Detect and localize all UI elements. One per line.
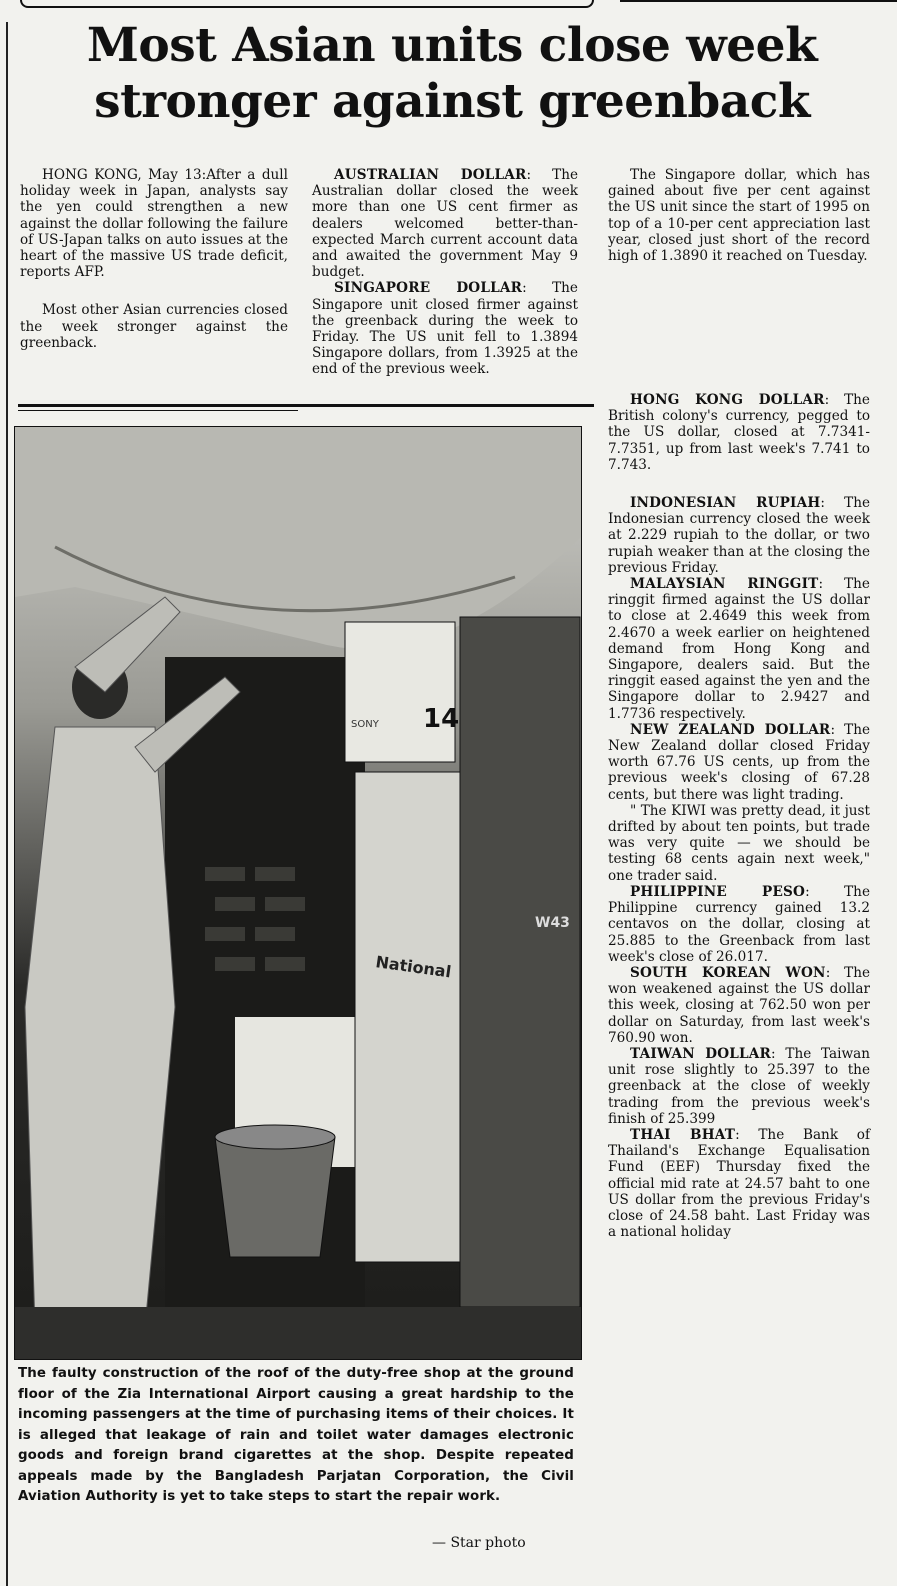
nzd-paragraph: NEW ZEALAND DOLLAR: The New Zealand dollar closed Friday worth 67.76 US cents, up from the previous week's closing of 67.28 cents, but there was light trading. [608,721,870,803]
krw-paragraph: SOUTH KOREAN WON: The won weakened against the US dollar this week, closing at 762.50 won per dollar on Saturday, from last week's 760.90 won. [608,964,870,1046]
hkd-paragraph: HONG KONG DOLLAR: The British colony's currency, pegged to the US dollar, closed at 7.7341-7.7351, up from last week's 7.741 to 7.743. [608,392,870,473]
aud-paragraph: AUSTRALIAN DOLLAR: The Australian dollar closed the week more than one US cent firmer as dealers welcomed better-than-expected March current account data and awaited the government May 9 budget. [312,167,578,281]
nzd-label: NEW ZEALAND DOLLAR [630,721,831,738]
intro-paragraph: HONG KONG, May 13:After a dull holiday week in Japan, analysts say the yen could strengthen a new against the dollar following the failure of US-Japan talks on auto issues at the heart of the massive US trade deficit, reports AFP. [20,167,288,281]
thb-paragraph: THAI BHAT: The Bank of Thailand's Exchange Equalisation Fund (EEF) Thursday fixed the official mid rate at 24.57 baht to one US dollar from the previous Friday's close of 24.58 baht. Last Friday was a national holiday [608,1126,870,1241]
box-label-14: 14 [423,704,460,734]
php-label: PHILIPPINE PESO [630,883,806,900]
tv-box-stack [355,772,475,1262]
bucket-rim [215,1125,335,1149]
idr-paragraph: INDONESIAN RUPIAH: The Indonesian currency closed the week at 2.229 rupiah to the dollar, or two rupiah weaker than at the closing the previous Friday. [608,495,870,576]
headline-line-2: stronger against greenback [94,74,810,129]
box-label-national: National [374,952,453,982]
headline [14,18,890,130]
php-paragraph: PHILIPPINE PESO: The Philippine currency gained 13.2 centavos on the dollar, closing at 25.885 to the Greenback from last week's close of 26.017. [608,883,870,965]
top-border-left [20,0,594,8]
photo-credit: — Star photo [432,1535,526,1551]
twd-paragraph: TAIWAN DOLLAR: The Taiwan unit rose slightly to 25.397 to the greenback at the close of weekly trading from the previous week's finish of 25.399 [608,1045,870,1127]
sgd-paragraph-2: The Singapore dollar, which has gained about five per cent against the US unit since the start of 1995 on top of a 10-per cent appreciation last year, closed just short of the record high of 1.3890 it reached on Tuesday. [608,167,870,265]
hkd-label: HONG KONG DOLLAR [630,392,825,408]
top-border-right [620,0,897,2]
section-rule [18,404,594,407]
nzd-quote: " The KIWI was pretty dead, it just drifted by about ten points, but trade was very quite — we should be testing 68 cents again next week," one trader said. [608,802,870,884]
twd-label: TAIWAN DOLLAR [630,1045,772,1062]
dateline: HONG KONG, May 13 [42,167,202,183]
idr-label: INDONESIAN RUPIAH [630,495,821,512]
column-1 [20,167,288,351]
headline-line-1: Most Asian units close week [86,18,818,73]
column-3-bottom [608,392,870,1240]
photo-caption: The faulty construction of the roof of the duty-free shop at the ground floor of the Zia International Airport causing a great hardship to the incoming passengers at the time of purchasing items of their choices. It is alleged that leakage of rain and toilet water damages electronic goods and foreign brand cigarettes at the shop. Despite repeated appeals made by the Bangladesh Parjatan Corporation, the Civil Aviation Authority is yet to take steps to start the repair work. [18,1366,574,1504]
floor [15,1307,581,1359]
myr-label: MALAYSIAN RINGGIT [630,576,819,593]
column-3-top [608,167,870,264]
sgd-paragraph: SINGAPORE DOLLAR: The Singapore unit closed firmer against the greenback during the week to Friday. The US unit fell to 1.3894 Singapore dollars, from 1.3925 at the end of the previous week. [312,280,578,378]
krw-label: SOUTH KOREAN WON [630,964,826,981]
left-column-rule [6,22,8,1586]
tv-box-right [460,617,580,1307]
tv-box-top [345,622,455,762]
myr-paragraph: MALAYSIAN RINGGIT: The ringgit firmed against the US dollar to close at 2.4649 this week from 2.4670 a week earlier on heightened demand from Hong Kong and Singapore, dealers said. But the ringgit eased against the yen and the Singapore dollar to 2.9427 and 1.7736 respectively. [608,576,870,722]
aud-label: AUSTRALIAN DOLLAR [334,167,527,183]
box-label-sony: SONY [351,719,379,730]
sgd-label: SINGAPORE DOLLAR [334,280,523,297]
photo-illustration [15,427,581,1359]
column-2 [312,167,578,378]
box-label-w43: W43 [535,915,570,931]
ceiling-sheet [15,427,581,649]
intro-paragraph-2: Most other Asian currencies closed the week stronger against the greenback. [20,302,288,351]
thb-label: THAI BHAT [630,1126,736,1143]
section-rule-thin [18,410,298,411]
bucket [215,1137,335,1257]
news-photo [14,426,582,1360]
